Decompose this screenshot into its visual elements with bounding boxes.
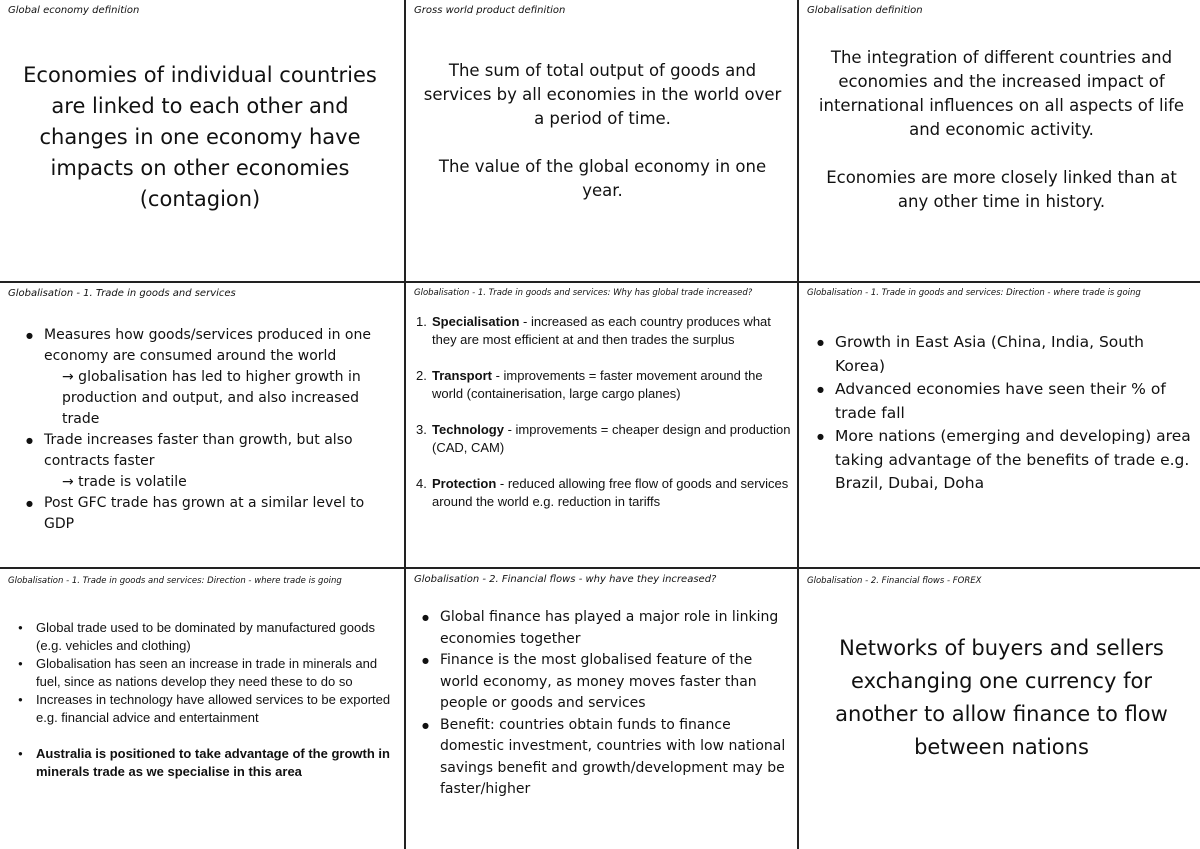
card-label: Globalisation - 2. Financial flows - why have they increased? — [414, 574, 717, 585]
bullet-list — [14, 619, 392, 781]
list-item: ● Finance is the most globalised feature of the world economy, as money moves faster than people or goods and services — [418, 650, 790, 715]
list-item: ● Advanced economies have seen their % of trade fall — [813, 378, 1193, 425]
card-global-economy-definition — [0, 0, 404, 281]
bullet-list — [418, 607, 790, 801]
card-why-trade-increased — [406, 283, 797, 567]
list-item: ● Growth in East Asia (China, India, South Korea) — [813, 331, 1193, 378]
list-item: ● Globalisation has seen an increase in trade in minerals and fuel, since as nations develop they need these to do so — [14, 655, 392, 691]
card-paragraph: The sum of total output of goods and services by all economies in the world over a period of time. — [423, 61, 782, 128]
card-globalisation-definition — [799, 0, 1200, 281]
card-label: Globalisation - 1. Trade in goods and services: Why has global trade increased? — [414, 288, 753, 298]
card-label: Globalisation definition — [807, 5, 923, 16]
card-trade-direction-1 — [799, 283, 1200, 567]
card-gross-world-product-definition — [406, 0, 797, 281]
list-item: ● Post GFC trade has grown at a similar level to GDP — [22, 493, 394, 535]
card-forex — [799, 569, 1200, 849]
list-item: ● Global trade used to be dominated by manufactured goods (e.g. vehicles and clothing) — [14, 619, 392, 655]
list-item-highlight: ● Australia is positioned to take advantage of the growth in minerals trade as we specialise in this area — [14, 745, 392, 781]
list-item: ● Trade increases faster than growth, but also contracts faster → trade is volatile — [22, 430, 394, 493]
card-paragraph: The integration of different countries and economies and the increased impact of international influences on all aspects of life and economic activity. — [818, 48, 1185, 139]
card-label: Gross world product definition — [414, 5, 566, 16]
numbered-list — [416, 313, 791, 511]
bullet-list — [22, 325, 394, 535]
card-financial-flows — [406, 569, 797, 849]
card-body — [420, 59, 785, 203]
card-paragraph: The value of the global economy in one year. — [438, 157, 767, 200]
list-item: ● Benefit: countries obtain funds to finance domestic investment, countries with low national savings benefit and growth/development may be faster/higher — [418, 715, 790, 801]
list-item: 2. Transport - improvements = faster movement around the world (containerisation, large cargo planes) — [416, 368, 763, 401]
list-item: 4. Protection - reduced allowing free flow of goods and services around the world e.g. reduction in tariffs — [416, 476, 789, 509]
card-label: Globalisation - 1. Trade in goods and services — [8, 288, 236, 299]
list-item: 1. Specialisation - increased as each country produces what they are most efficient at and then trades the surplus — [416, 314, 771, 347]
card-trade-goods-services — [0, 283, 404, 567]
list-subitem: → trade is volatile — [62, 474, 187, 490]
card-label: Global economy definition — [8, 5, 140, 16]
card-trade-direction-2 — [0, 569, 404, 849]
card-label: Globalisation - 2. Financial flows - FOREX — [807, 576, 982, 586]
list-item: ● Measures how goods/services produced in one economy are consumed around the world → globalisation has led to higher growth in production and output, and also increased trade — [22, 325, 394, 430]
card-label: Globalisation - 1. Trade in goods and services: Direction - where trade is going — [807, 288, 1141, 298]
card-label: Globalisation - 1. Trade in goods and services: Direction - where trade is going — [8, 576, 342, 586]
list-item: ● More nations (emerging and developing) area taking advantage of the benefits of trade e.g. Brazil, Dubai, Doha — [813, 425, 1193, 496]
card-body: Networks of buyers and sellers exchanging one currency for another to allow finance to flow between nations — [835, 636, 1168, 759]
card-body: Economies of individual countries are linked to each other and changes in one economy have impacts on other economies (contagion) — [23, 63, 377, 211]
list-item: ● Increases in technology have allowed services to be exported e.g. financial advice and entertainment — [14, 691, 392, 727]
list-item: 3. Technology - improvements = cheaper design and production (CAD, CAM) — [416, 422, 791, 455]
card-paragraph: Economies are more closely linked than at any other time in history. — [826, 168, 1177, 211]
bullet-list — [813, 331, 1193, 496]
list-item: ● Global finance has played a major role in linking economies together — [418, 607, 790, 650]
card-body — [809, 46, 1194, 214]
list-subitem: → globalisation has led to higher growth in production and output, and also increased trade — [62, 369, 361, 427]
